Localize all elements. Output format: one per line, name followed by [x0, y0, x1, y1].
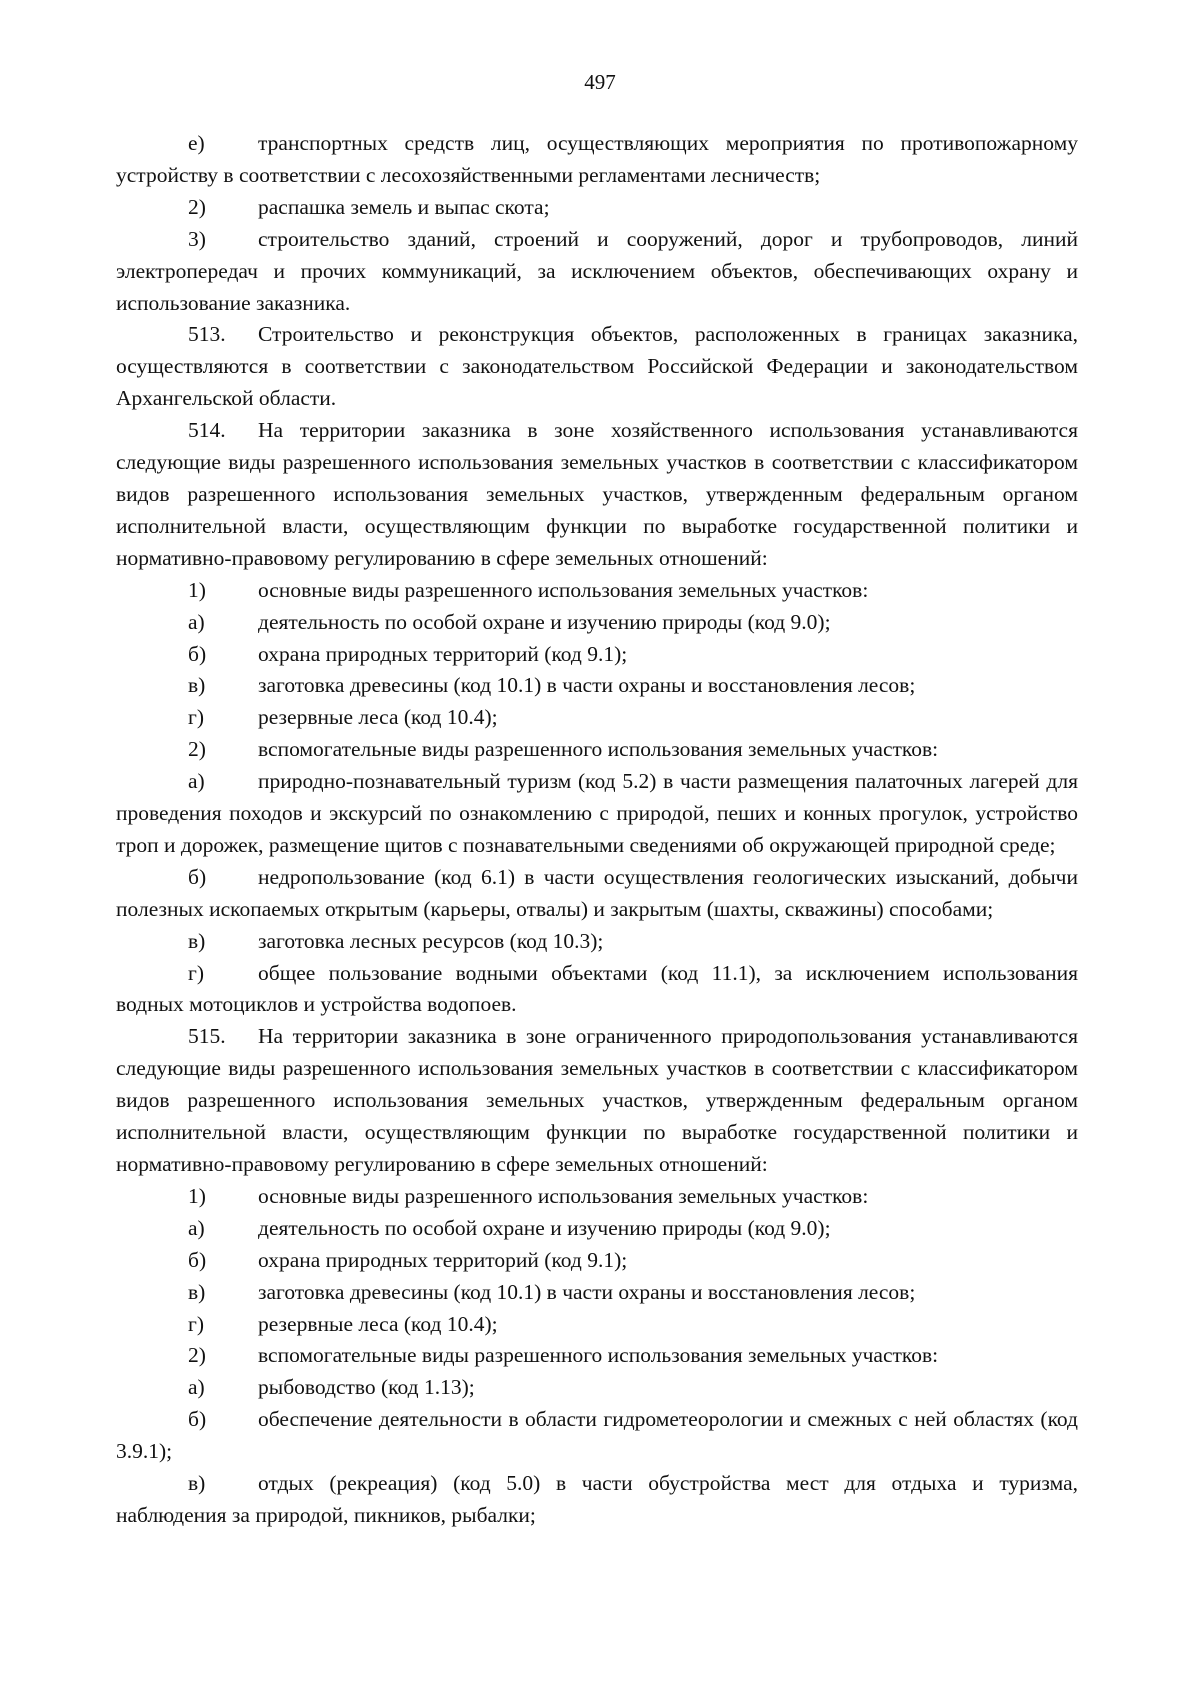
paragraph: [116, 1181, 1078, 1213]
paragraph-text: деятельность по особой охране и изучению природы (код 9.0);: [258, 1215, 831, 1240]
paragraph-text: На территории заказника в зоне ограниченного природопользования устанавливаются следующие виды разрешенного использования земельных участков в соответствии с классификатором видов разрешенного использования земельных участков, утвержденным федеральным органом исполнительной власти, осуществляющим функции по выработке государственной политики и нормативно-правовому регулированию в сфере земельных отношений:: [116, 1024, 1078, 1176]
item-marker: в): [188, 928, 206, 953]
paragraph-text: рыбоводство (код 1.13);: [258, 1375, 475, 1400]
paragraph: [116, 1404, 1078, 1468]
item-marker: г): [188, 960, 204, 985]
paragraph-text: заготовка лесных ресурсов (код 10.3);: [258, 928, 604, 953]
paragraph: [116, 192, 1078, 224]
item-marker: а): [188, 1215, 205, 1240]
paragraph-text: заготовка древесины (код 10.1) в части охраны и восстановления лесов;: [258, 1279, 916, 1304]
paragraph: [116, 734, 1078, 766]
paragraph: [116, 958, 1078, 1022]
item-marker: 515.: [188, 1024, 226, 1049]
item-marker: б): [188, 1407, 207, 1432]
document-body: [116, 128, 1078, 1532]
item-marker: в): [188, 1279, 206, 1304]
paragraph: [116, 1309, 1078, 1341]
paragraph-text: обеспечение деятельности в области гидрометеорологии и смежных с ней областях (код 3.9.1);: [116, 1407, 1078, 1464]
item-marker: 2): [188, 1343, 206, 1368]
paragraph: [116, 224, 1078, 320]
paragraph-text: вспомогательные виды разрешенного использования земельных участков:: [258, 737, 939, 762]
paragraph-text: На территории заказника в зоне хозяйственного использования устанавливаются следующие виды разрешенного использования земельных участков в соответствии с классификатором видов разрешенного использования земельных участков, утвержденным федеральным органом исполнительной власти, осуществляющим функции по выработке государственной политики и нормативно-правовому регулированию в сфере земельных отношений:: [116, 418, 1078, 570]
paragraph-text: транспортных средств лиц, осуществляющих мероприятия по противопожарному устройству в соответствии с лесохозяйственными регламентами лесничеств;: [116, 131, 1078, 187]
paragraph-text: охрана природных территорий (код 9.1);: [258, 641, 628, 666]
paragraph: [116, 926, 1078, 958]
item-marker: 3): [188, 226, 206, 251]
paragraph: [116, 766, 1078, 862]
item-marker: в): [188, 1471, 206, 1496]
paragraph-text: основные виды разрешенного использования земельных участков:: [258, 577, 869, 602]
item-marker: 514.: [188, 418, 226, 443]
paragraph-text: резервные леса (код 10.4);: [258, 705, 498, 730]
item-marker: г): [188, 1311, 204, 1336]
page-number: 497: [584, 70, 616, 94]
paragraph: [116, 1468, 1078, 1532]
paragraph: [116, 1340, 1078, 1372]
item-marker: в): [188, 673, 206, 698]
paragraph-text: основные виды разрешенного использования земельных участков:: [258, 1183, 869, 1208]
paragraph: [116, 639, 1078, 671]
paragraph-text: резервные леса (код 10.4);: [258, 1311, 498, 1336]
paragraph-text: вспомогательные виды разрешенного использования земельных участков:: [258, 1343, 939, 1368]
item-marker: 2): [188, 737, 206, 762]
paragraph: [116, 319, 1078, 415]
paragraph-text: Строительство и реконструкция объектов, расположенных в границах заказника, осуществляются в соответствии с законодательством Российской Федерации и законодательством Архангельской области.: [116, 322, 1078, 411]
paragraph: [116, 862, 1078, 926]
item-marker: а): [188, 1375, 205, 1400]
item-marker: е): [188, 131, 205, 155]
paragraph: [116, 575, 1078, 607]
item-marker: а): [188, 769, 205, 794]
paragraph: [116, 702, 1078, 734]
paragraph: [116, 1372, 1078, 1404]
item-marker: б): [188, 641, 207, 666]
paragraph: [116, 607, 1078, 639]
paragraph-text: общее пользование водными объектами (код 11.1), за исключением использования водных мотоциклов и устройства водопоев.: [116, 960, 1078, 1017]
item-marker: 513.: [188, 322, 226, 347]
item-marker: 1): [188, 577, 206, 602]
paragraph: [116, 128, 1078, 192]
paragraph: [116, 1245, 1078, 1277]
paragraph-text: природно-познавательный туризм (код 5.2) в части размещения палаточных лагерей для проведения походов и экскурсий по ознакомлению с природой, пеших и конных прогулок, устройство троп и дорожек, размещение щитов с познавательными сведениями об окружающей природной среде;: [116, 769, 1078, 857]
item-marker: 2): [188, 194, 206, 219]
paragraph: [116, 670, 1078, 702]
item-marker: а): [188, 609, 205, 634]
paragraph: [116, 1021, 1078, 1181]
item-marker: 1): [188, 1183, 206, 1208]
paragraph: [116, 1277, 1078, 1309]
paragraph-text: отдых (рекреация) (код 5.0) в части обустройства мест для отдыха и туризма, наблюдения за природой, пикников, рыбалки;: [116, 1471, 1078, 1527]
item-marker: б): [188, 864, 207, 889]
item-marker: г): [188, 705, 204, 730]
paragraph: [116, 1213, 1078, 1245]
paragraph-text: заготовка древесины (код 10.1) в части охраны и восстановления лесов;: [258, 673, 916, 698]
paragraph-text: деятельность по особой охране и изучению природы (код 9.0);: [258, 609, 831, 634]
paragraph: [116, 415, 1078, 575]
item-marker: б): [188, 1247, 207, 1272]
paragraph-text: недропользование (код 6.1) в части осуществления геологических изысканий, добычи полезных ископаемых открытым (карьеры, отвалы) и закрытым (шахты, скважины) способами;: [116, 864, 1078, 921]
paragraph-text: строительство зданий, строений и сооружений, дорог и трубопроводов, линий электропередач и прочих коммуникаций, за исключением объектов, обеспечивающих охрану и использование заказника.: [116, 226, 1078, 315]
paragraph-text: распашка земель и выпас скота;: [258, 194, 550, 219]
paragraph-text: охрана природных территорий (код 9.1);: [258, 1247, 628, 1272]
